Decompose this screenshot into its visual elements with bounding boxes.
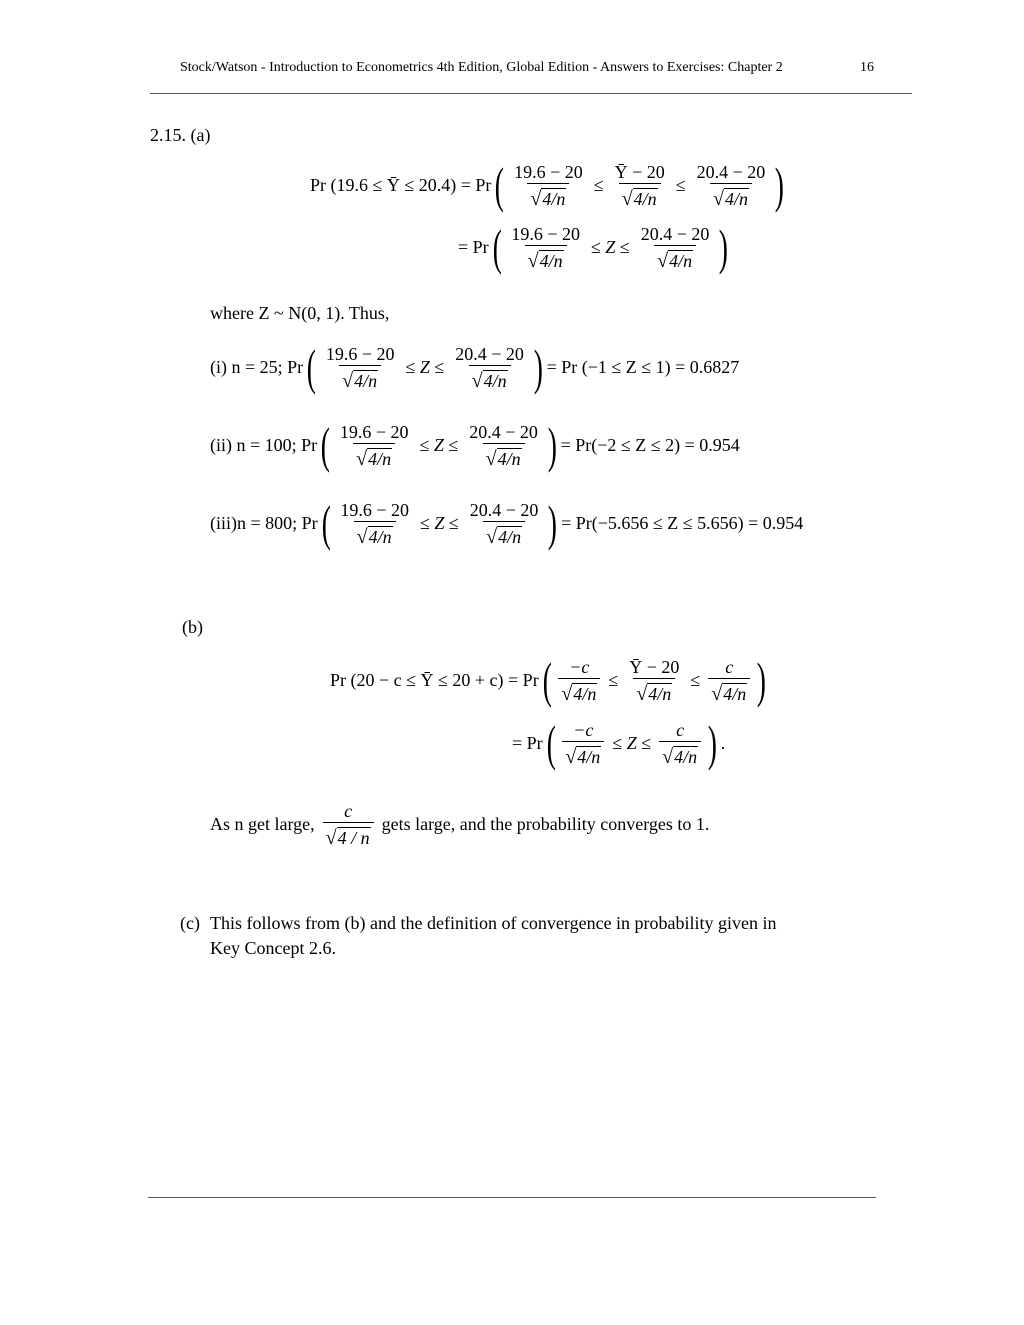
case-ii-equation: (ii) n = 100; Pr ( 19.6 − 20 √ 4/n ≤ Z ≤ 20.4 − 20 √ 4/n ) = Pr(−2 ≤ Z ≤ 2) = 0.954 — [210, 417, 740, 473]
part-a-equation-1: Pr (19.6 ≤ Ȳ ≤ 20.4) = Pr ( 19.6 − 20 √ 4/n ≤ Ȳ − 20 √ 4/n ≤ 20.4 − 20 √ 4/n ) — [310, 157, 785, 213]
page-number: 16 — [860, 60, 874, 75]
as-n-suffix: gets large, and the probability converges to 1. — [381, 814, 710, 834]
footer-rule — [148, 1197, 876, 1198]
where-statement: where Z ~ N(0, 1). Thus, — [210, 303, 390, 323]
fraction: 20.4 − 20 √ 4/n — [696, 161, 766, 210]
part-b-equation-2: = Pr ( −c √ 4/n ≤ Z ≤ c √ 4/n ) . — [512, 715, 726, 771]
part-a-equation-2: = Pr ( 19.6 − 20 √ 4/n ≤ Z ≤ 20.4 − 20 √ 4/n ) — [458, 219, 729, 275]
fraction: 19.6 − 20 √ 4/n — [325, 343, 395, 392]
fraction: −c √ 4/n — [558, 656, 600, 705]
case-i-equation: (i) n = 25; Pr ( 19.6 − 20 √ 4/n ≤ Z ≤ 20.4 − 20 √ 4/n ) = Pr (−1 ≤ Z ≤ 1) = 0.6827 — [210, 339, 740, 395]
problem-label: 2.15. (a) — [150, 125, 211, 145]
case-label: (iii)n = 800; Pr — [210, 512, 318, 533]
part-b-eq2-lhs: = Pr — [512, 732, 543, 753]
header-rule — [150, 93, 912, 94]
fraction: c √ 4/n — [708, 656, 750, 705]
part-a-eq2-lhs: = Pr — [458, 236, 489, 257]
fraction: c √ 4 / n — [323, 800, 374, 849]
case-result: = Pr(−5.656 ≤ Z ≤ 5.656) = 0.954 — [561, 512, 804, 533]
fraction: 20.4 − 20 √ 4/n — [469, 421, 538, 470]
fraction: 20.4 − 20 √ 4/n — [640, 223, 710, 272]
as-n-statement — [210, 800, 709, 849]
fraction: 20.4 − 20 √ 4/n — [469, 499, 539, 548]
fraction: Ȳ − 20 √ 4/n — [629, 656, 680, 705]
part-c-line-2: Key Concept 2.6. — [210, 938, 336, 958]
case-iii-equation: (iii)n = 800; Pr ( 19.6 − 20 √ 4/n ≤ Z ≤ 20.4 − 20 √ 4/n ) = Pr(−5.656 ≤ Z ≤ 5.656) = 0.954 — [210, 495, 804, 551]
fraction: 20.4 − 20 √ 4/n — [455, 343, 524, 392]
part-b-label: (b) — [182, 617, 203, 637]
fraction: 19.6 − 20 √ 4/n — [340, 499, 409, 548]
fraction: c √ 4/n — [659, 719, 701, 768]
header-title: Stock/Watson - Introduction to Econometrics 4th Edition, Global Edition - Answers to Exercises: Chapter 2 — [180, 60, 783, 75]
case-result: = Pr(−2 ≤ Z ≤ 2) = 0.954 — [560, 434, 740, 455]
fraction: 19.6 − 20 √ 4/n — [511, 223, 580, 272]
part-b-equation-1: Pr (20 − c ≤ Ȳ ≤ 20 + c) = Pr ( −c √ 4/n ≤ Ȳ − 20 √ 4/n ≤ c √ 4/n ) — [330, 652, 767, 708]
fraction: 19.6 − 20 √ 4/n — [339, 421, 409, 470]
case-label: (i) n = 25; Pr — [210, 356, 304, 377]
page-header — [180, 60, 880, 76]
part-b-eq1-lhs: Pr (20 − c ≤ Ȳ ≤ 20 + c) = Pr — [330, 669, 539, 690]
part-c-line-1: This follows from (b) and the definition of convergence in probability given in — [210, 913, 777, 933]
case-result: = Pr (−1 ≤ Z ≤ 1) = 0.6827 — [546, 356, 740, 377]
fraction: 19.6 − 20 √ 4/n — [514, 161, 583, 210]
fraction: Ȳ − 20 √ 4/n — [614, 161, 665, 210]
as-n-prefix: As n get large, — [210, 814, 315, 834]
part-a-eq1-lhs: Pr (19.6 ≤ Ȳ ≤ 20.4) = Pr — [310, 174, 492, 195]
case-label: (ii) n = 100; Pr — [210, 434, 318, 455]
fraction: −c √ 4/n — [562, 719, 604, 768]
part-c-label: (c) — [180, 913, 200, 933]
